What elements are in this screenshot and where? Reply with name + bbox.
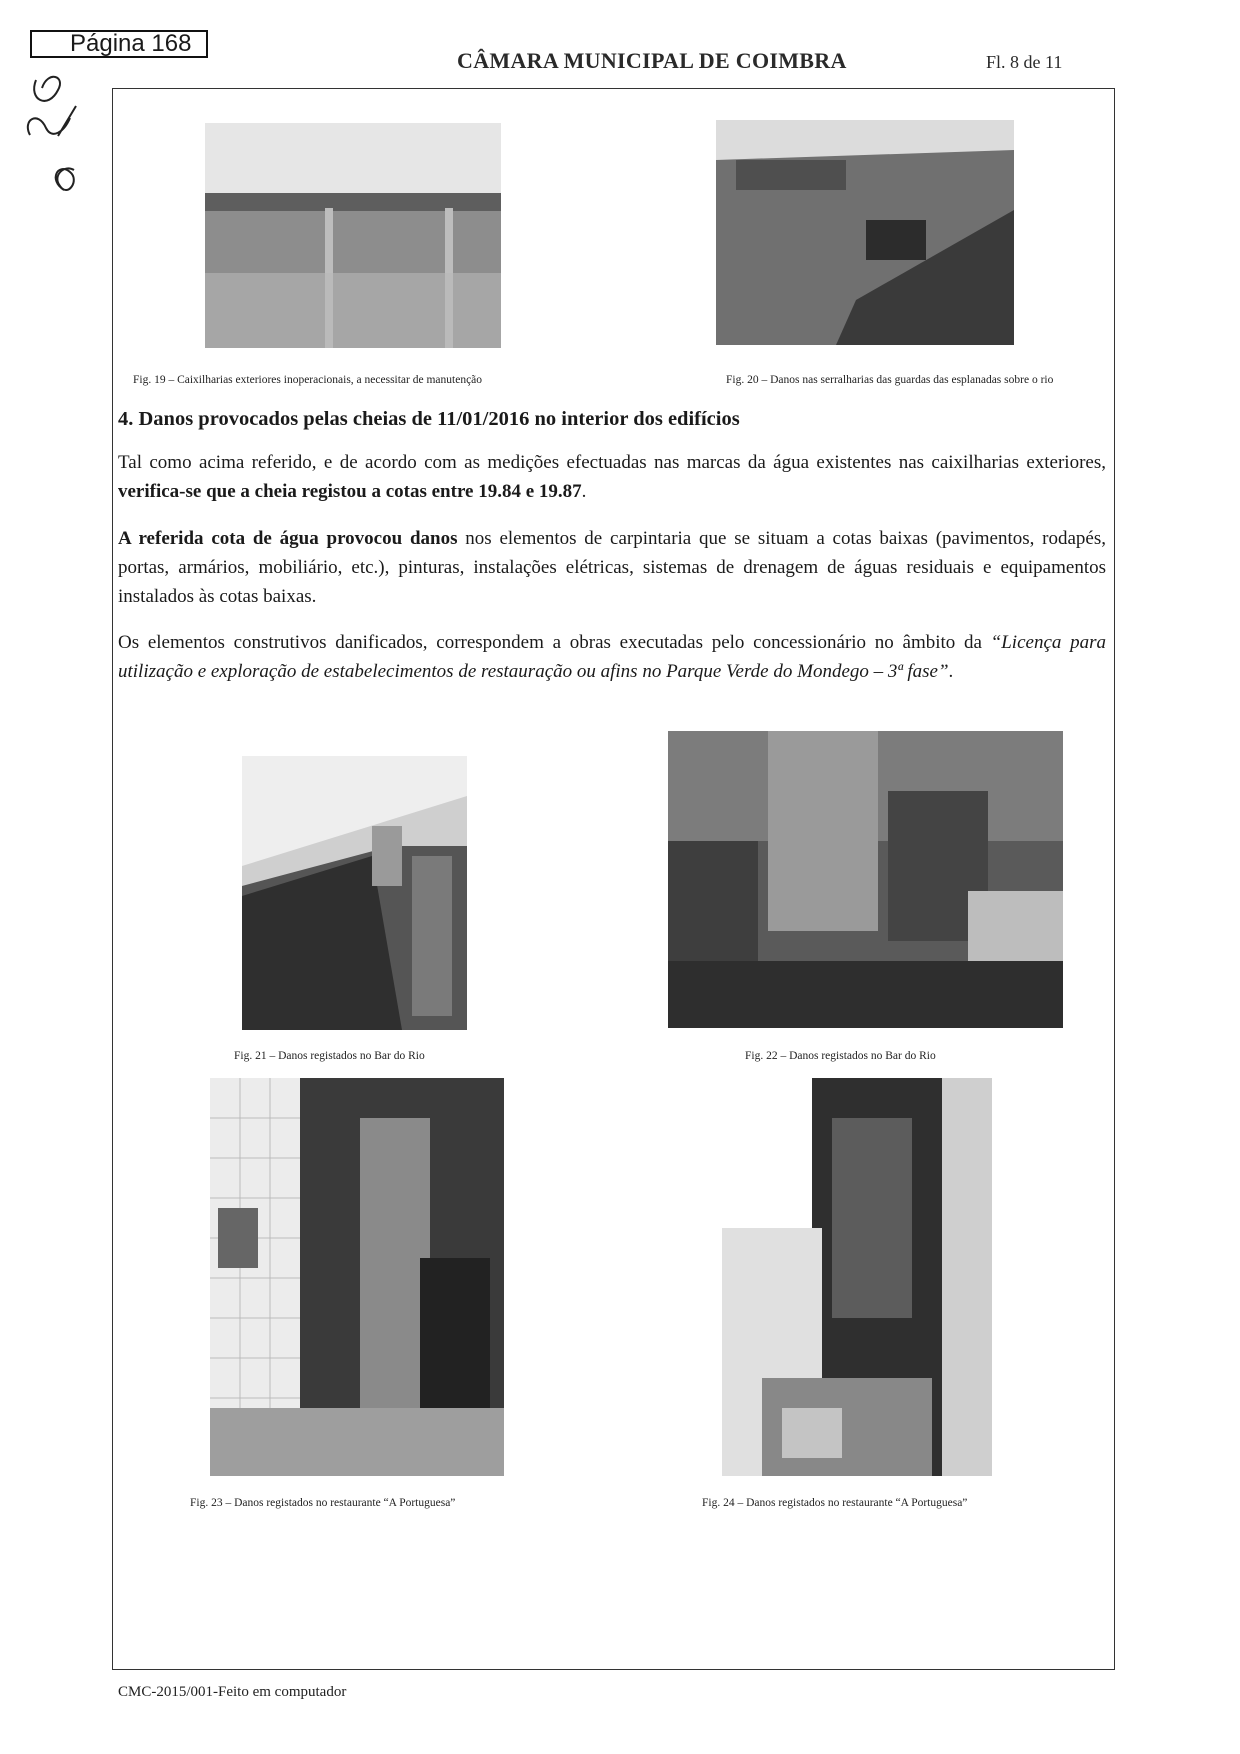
caption-fig23: Fig. 23 – Danos registados no restaurante “A Portuguesa” [190, 1497, 456, 1509]
caption-fig21: Fig. 21 – Danos registados no Bar do Rio [234, 1050, 425, 1062]
paragraph-1 [118, 448, 1106, 506]
footer-code: CMC-2015/001-Feito em computador [118, 1684, 347, 1700]
caption-fig24: Fig. 24 – Danos registados no restaurante “A Portuguesa” [702, 1497, 968, 1509]
p1-end: . [581, 481, 587, 502]
handwritten-signature-icon [18, 40, 98, 200]
p2-text: nos elementos de carpintaria que se situam a cotas baixas (pavimentos, rodapés, portas, armários, mobiliário, etc.), pinturas, instalações elétricas, sistemas de drenagem de águas residuais e equipamentos instalados às cotas baixas. [118, 528, 1107, 607]
section-heading: 4. Danos provocados pelas cheias de 11/01/2016 no interior dos edifícios [118, 408, 740, 430]
p3-italic: “Licença para utilização e exploração de estabelecimentos de restauração ou afins no Parque Verde do Mondego – 3ª fase” [118, 632, 1107, 682]
photo-fig24 [722, 1078, 1014, 1476]
page-stamp-label: Página 168 [70, 30, 192, 57]
p1-bold: verifica-se que a cheia registou a cotas entre 19.84 e 19.87 [118, 481, 582, 502]
page-folio: Fl. 8 de 11 [986, 52, 1063, 72]
caption-fig20: Fig. 20 – Danos nas serralharias das guardas das esplanadas sobre o rio [726, 374, 1054, 386]
photo-fig22 [668, 731, 1063, 1028]
p2-bold: A referida cota de água provocou danos [118, 528, 458, 549]
p3-end: . [948, 661, 954, 682]
photo-fig23 [210, 1078, 504, 1476]
document-header-title: CÂMARA MUNICIPAL DE COIMBRA [457, 48, 847, 73]
caption-fig22: Fig. 22 – Danos registados no Bar do Rio [745, 1050, 936, 1062]
paragraph-2 [118, 524, 1106, 611]
paragraph-3 [118, 628, 1106, 686]
p1-text: Tal como acima referido, e de acordo com as medições efectuadas nas marcas da água existentes nas caixilharias exteriores, [118, 452, 1106, 473]
photo-fig21 [242, 756, 467, 1030]
caption-fig19: Fig. 19 – Caixilharias exteriores inoperacionais, a necessitar de manutenção [133, 374, 483, 386]
p3-text: Os elementos construtivos danificados, correspondem a obras executadas pelo concessionário no âmbito da [118, 632, 991, 653]
photo-fig19 [205, 123, 501, 348]
photo-fig20 [716, 120, 1014, 345]
